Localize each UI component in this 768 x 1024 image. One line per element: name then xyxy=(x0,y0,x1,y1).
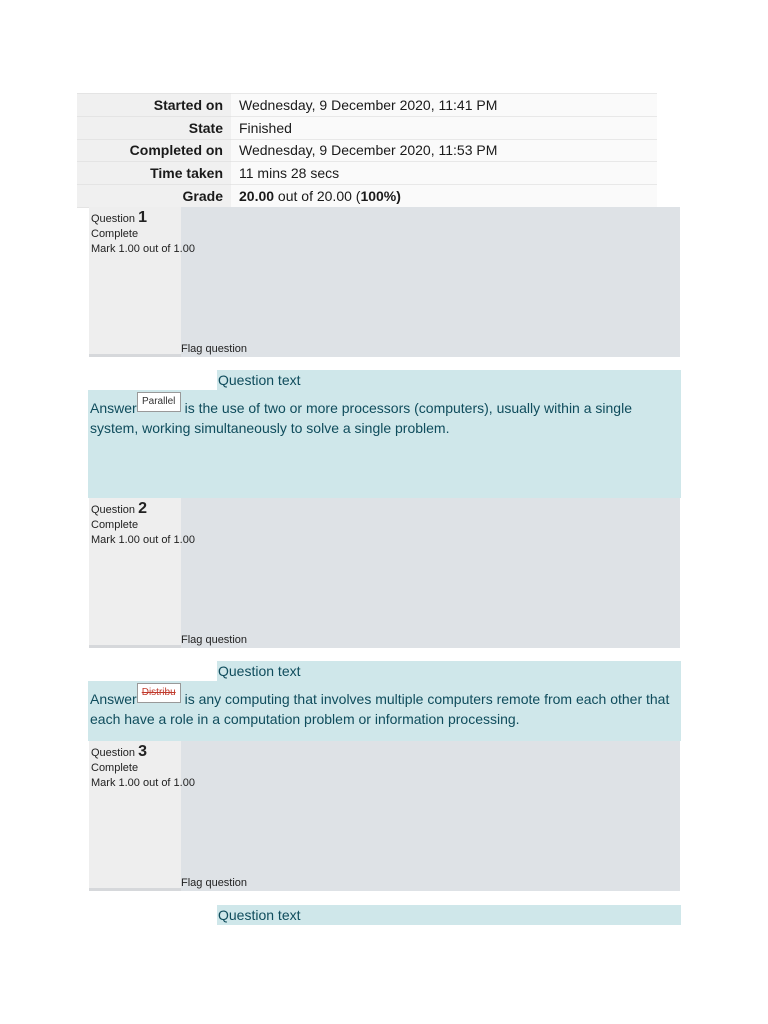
summary-row-started xyxy=(77,94,657,117)
summary-value: Wednesday, 9 December 2020, 11:41 PM xyxy=(231,94,657,117)
question-label: Question xyxy=(91,504,136,516)
summary-row-grade xyxy=(77,185,657,208)
answer-label: Answer xyxy=(90,691,137,707)
grade-value xyxy=(231,185,657,208)
attempt-summary-table xyxy=(77,93,657,208)
question-text-header: Question text xyxy=(217,370,681,390)
question-text-header: Question text xyxy=(217,905,681,925)
question-number: 2 xyxy=(138,500,147,517)
question-label: Question xyxy=(91,213,136,225)
question-meta xyxy=(91,501,195,548)
flag-question-link[interactable]: Flag question xyxy=(181,877,248,889)
summary-value: Finished xyxy=(231,116,657,139)
summary-label: Time taken xyxy=(77,162,231,185)
grade-score: 20.00 xyxy=(239,188,275,205)
question-number: 1 xyxy=(138,209,147,226)
question-body-2 xyxy=(88,681,681,741)
grade-percent: 100% xyxy=(360,188,397,205)
question-meta xyxy=(91,210,195,257)
question-mark: Mark 1.00 out of 1.00 xyxy=(91,534,195,546)
summary-row-completed xyxy=(77,139,657,162)
grade-close: ) xyxy=(396,188,401,205)
summary-row-state xyxy=(77,116,657,139)
question-prompt: is any computing that involves multiple computers remote from each other that each have a role in a computation problem or information processing. xyxy=(90,691,670,727)
flag-question-link[interactable]: Flag question xyxy=(181,634,248,646)
question-prompt: is the use of two or more processors (computers), usually within a single system, working simultaneously to solve a single problem. xyxy=(90,400,632,436)
question-number: 3 xyxy=(138,743,147,760)
answer-label: Answer xyxy=(90,400,137,416)
question-info-3 xyxy=(89,741,680,891)
question-status: Complete xyxy=(91,762,139,774)
summary-label: Started on xyxy=(77,94,231,117)
question-mark: Mark 1.00 out of 1.00 xyxy=(91,243,195,255)
flag-question-link[interactable]: Flag question xyxy=(181,343,248,355)
question-label: Question xyxy=(91,747,136,759)
answer-input[interactable]: Distribu xyxy=(137,683,181,703)
question-status: Complete xyxy=(91,228,139,240)
summary-label: State xyxy=(77,116,231,139)
question-info-1 xyxy=(89,207,680,357)
summary-label: Completed on xyxy=(77,139,231,162)
question-body-1 xyxy=(88,390,681,498)
question-status: Complete xyxy=(91,519,139,531)
summary-row-time-taken xyxy=(77,162,657,185)
question-text-header: Question text xyxy=(217,661,681,681)
question-mark: Mark 1.00 out of 1.00 xyxy=(91,777,195,789)
question-meta xyxy=(91,744,195,791)
summary-label: Grade xyxy=(77,185,231,208)
question-info-2 xyxy=(89,498,680,648)
summary-value: Wednesday, 9 December 2020, 11:53 PM xyxy=(231,139,657,162)
summary-value: 11 mins 28 secs xyxy=(231,162,657,185)
grade-suffix: out of 20.00 ( xyxy=(274,188,361,205)
answer-input[interactable]: Parallel xyxy=(137,392,181,412)
